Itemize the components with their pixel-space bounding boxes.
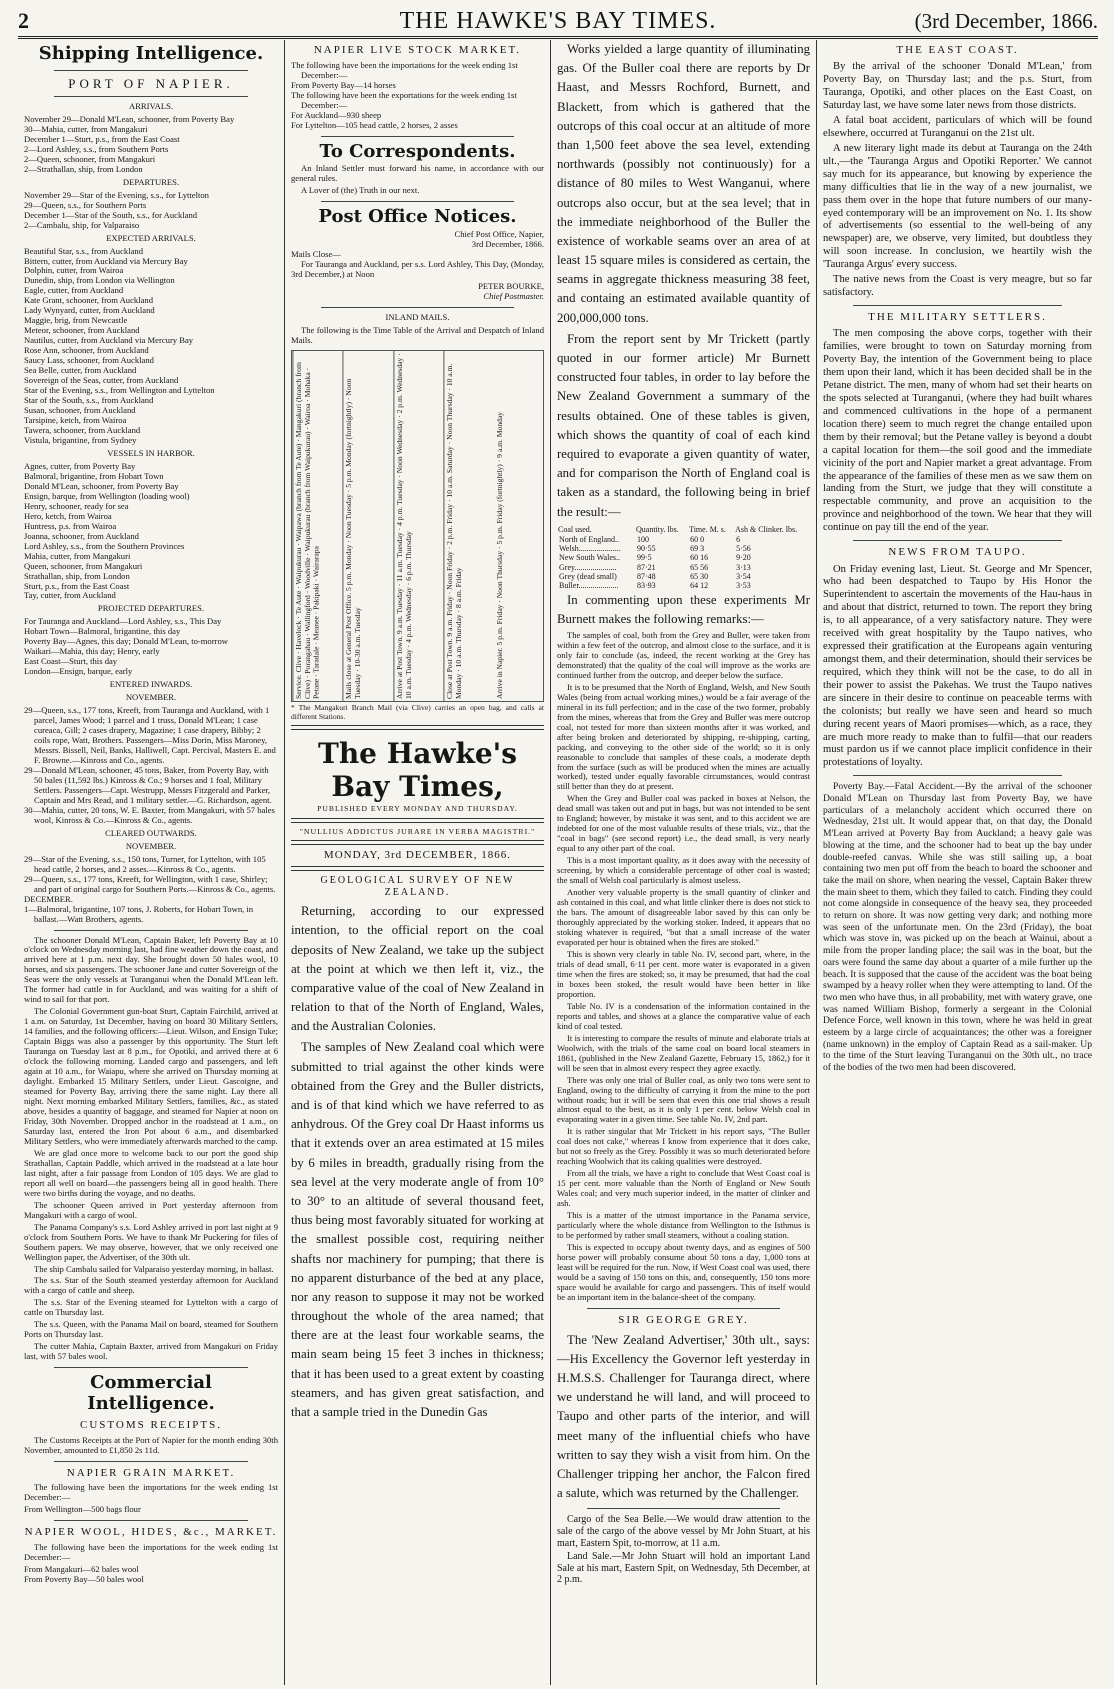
east-coast-heading: THE EAST COAST.: [896, 44, 1019, 56]
list-item: This is expected to occupy about twenty days, and as engines of 500 horse power will probably consume about 50 tons a day, 1,000 tons at least will be required for the run. Now, if West Coast coal was used, there would be a saving of 150 tons on this, and, consequently, 150 tons more space would be available for cargo and passengers. This of itself would be an important item in the balance-sheet of the company.: [557, 1242, 810, 1302]
list-item: The s.s. Star of the South steamed yesterday afternoon for Auckland with a cargo of cattle and sheep.: [24, 1275, 278, 1296]
column-geology: [550, 40, 816, 1685]
taupo-para: On Friday evening last, Lieut. St. George and Mr Spencer, who had been despatched to Taupo by His Honor the Superintendent to ascertain the movements of the Hau-haus in and about that district, returned to town. The report they bring is, to all appearance, of a very satisfactory nature. They were received with great hospitality by the Taupo natives, who expressed their gratification at the Europeans again venturing amongst them, and their determination, should their services be required, which they think will not be the case, to do all in their power to assist the Pakehas. We trust the Taupo natives are sincere in their desire to continue on peaceable terms with the colonists; but really we have seen and heard so much during recent years of Maori promises—which, as a race, they are much more ready to make than to fulfil—that our readers must pardon us if we cannot place implicit confidence in their protestations of loyalty.: [823, 563, 1092, 769]
list-item: Waikari—Mahia, this day; Henry, early: [24, 646, 160, 657]
grey-heading: SIR GEORGE GREY.: [618, 1313, 749, 1326]
list-item: It is to be presumed that the North of England, Welsh, and New South Wales (being from actual working mines,) would be a fair average of the mineral in its full perfection; and in the case of the two former, probably from the mines, whereas that from the Grey and Buller was mere outcrop coal, not tested for more than sixteen months after it was worked, and after being broken and deteriorated by shipping, re-shipping, carting, packing, and conveying to the other side of the world; so it is only reasonable to conclude that samples of these coals, a moderate depth from the surface (such as will be produced when the mines are actually worked), tested under equally favorable circumstances, would contrast still better than they do at present.: [557, 681, 810, 792]
list-item: Mahia, cutter, from Mangakuri: [24, 550, 131, 561]
list-item: An Inland Settler must forward his name, in accordance with our general rules.: [291, 163, 544, 184]
mails-close: Mails Close—: [291, 249, 341, 260]
coal-table-header: Quantity. lbs.: [635, 524, 679, 534]
burnett-remarks: [557, 631, 810, 1303]
list-item: It is rather singular that Mr Trickett in his report says, "The Buller coal does not cake," whereas I know from experience that it does cake, but not so freely as the Grey. Possibly it was so much deteriorated before reaching Woolwich that its caking qualities were destroyed.: [557, 1126, 810, 1167]
after-table: In commenting upon these experiments Mr Burnett makes the following remarks:—: [557, 592, 810, 626]
list-item: 2—Queen, schooner, from Mangakuri: [24, 153, 156, 164]
entered-month: NOVEMBER.: [125, 692, 177, 703]
inland-mail-timetable: [291, 350, 544, 702]
wool-text: The following have been the importations for the week ending 1st December:—: [24, 1542, 278, 1563]
list-item: Tay, cutter, from Auckland: [24, 590, 116, 601]
column-notices: [284, 40, 550, 1685]
list-item: Joanna, schooner, from Auckland: [24, 530, 139, 541]
list-item: Huntress, p.s. from Wairoa: [24, 520, 117, 531]
dateline: MONDAY, 3rd DECEMBER, 1866.: [323, 849, 512, 862]
east-coast-article: [823, 61, 1092, 300]
inland-intro: The following is the Time Table of the Arrival and Despatch of Inland Mails.: [291, 324, 544, 345]
list-item: 2—Lord Ashley, s.s., from Southern Ports: [24, 143, 169, 154]
list-item: Queen, schooner, from Mangakuri: [24, 560, 143, 571]
table-cell: 6: [736, 534, 741, 544]
cleared-list: [24, 855, 278, 925]
table-cell: 65 56: [690, 562, 709, 572]
table-cell: 69 3: [690, 544, 705, 554]
table-cell: 99·5: [636, 553, 652, 563]
list-item: Returning, according to our expressed intention, to the official report on the coal deposits of New Zealand, we take up the subject at the point at which we then left it, viz., the comparative value of the coal of New Zealand in relation to that of the North of England, Wales, and the Australian Colonies.: [291, 904, 544, 1034]
geology-article: [291, 902, 544, 1422]
port-heading: PORT OF NAPIER.: [68, 75, 234, 91]
list-item: Table No. IV is a condensation of the information contained in the reports and tables, and shows at a glance the comparative value of each kind of coal tested.: [557, 1000, 810, 1031]
list-item: Eagle, cutter, from Auckland: [24, 285, 124, 296]
table-cell: 87·21: [636, 562, 656, 572]
issue-date: (3rd December, 1866.: [914, 9, 1098, 33]
expected-list: [24, 247, 278, 446]
list-item: 2—Cambalu, ship, for Valparaiso: [24, 219, 140, 230]
table-row: [557, 535, 810, 544]
customs-heading: CUSTOMS RECEIPTS.: [80, 1418, 222, 1431]
page-number: 2: [18, 8, 29, 33]
table-cell: 83·93: [636, 581, 656, 591]
list-item: When the Grey and Buller coal was packed in boxes at Nelson, the dead small was taken out and put in bags, but was not intended to be sent to England; however, by mistake it was sent, and to this accident we are indebted for one of the most valuable results of these trials, viz., that the "coal in bags" (see second report) i.e., the dead small, is very nearly equal to any other part of the coal.: [557, 793, 810, 854]
wool-heading: NAPIER WOOL, HIDES, &c., MARKET.: [24, 1526, 278, 1539]
publication-days: PUBLISHED EVERY MONDAY AND THURSDAY.: [317, 804, 518, 814]
list-item: For Lyttelton—105 head cattle, 2 horses, 2 asses: [291, 119, 458, 130]
timetable-column: Arrive in Napier. 5 p.m. Friday · Noon Thursday · 5 p.m. Friday (fortnightly) · 9 a.m. Monday: [494, 411, 504, 699]
cleared-month: NOVEMBER.: [125, 840, 177, 851]
coal-table-header: Ash & Clinker. lbs.: [735, 524, 798, 534]
list-item: For Auckland—930 sheep: [291, 109, 382, 120]
table-row: [557, 581, 810, 590]
arrivals-list: [24, 115, 278, 175]
wool-lines: [24, 1565, 278, 1585]
list-item: There was only one trial of Buller coal, as only two tons were sent to England, owing to the difficulty of carrying it from the mine to the port without roads; but it will be seen that even this one trial shows a result almost equal to the best, as it is only 1 per cent. below Welsh coal in evaporating water in a given time. See table No. IV, 2nd part.: [557, 1074, 810, 1125]
list-item: Agnes, cutter, from Poverty Bay: [24, 460, 136, 471]
arrivals-heading: ARRIVALS.: [128, 100, 173, 111]
table-cell: 90·55: [636, 544, 656, 554]
coal-table-header: Time. M. s.: [689, 524, 726, 534]
list-item: It is interesting to compare the results of minute and elaborate trials at Woolwich, with the trials of the same coal on board local steamers in 1861, (published in the New Zealand Gazette, February 15, 1862,) for it will be seen that in almost every respect they agree exactly.: [557, 1032, 810, 1073]
table-cell: 3·54: [736, 572, 751, 582]
list-item: From Mangakuri—62 bales wool: [24, 1564, 139, 1575]
list-item: The following have been the exportations for the week ending 1st December:—: [291, 89, 517, 110]
list-item: Tawera, schooner, from Auckland: [24, 424, 141, 435]
list-item: DECEMBER.: [24, 893, 73, 904]
table-cell: 65 30: [690, 572, 709, 582]
list-item: Dolphin, cutter, from Wairoa: [24, 265, 124, 276]
timetable-column: Close at Post Town. 9 a.m. Friday · Noon Friday · 2 p.m. Friday · 10 a.m. Saturday · Noon Thursday · 10 a.m. Monday · 10 a.m. Thursday · 8 a.m. Friday: [443, 351, 493, 701]
table-cell: 3·53: [736, 581, 751, 591]
columns: [18, 40, 1098, 1685]
motto: "NULLIUS ADDICTUS JURARE IN VERBA MAGISTRI.": [299, 827, 536, 837]
list-item: 29—Star of the Evening, s.s., 150 tons, Turner, for Lyttelton, with 105 head cattle, 2 horses, and 2 asses.—Kinross & Co., agents.: [24, 853, 266, 874]
table-cell: Buller....................: [559, 581, 619, 591]
list-item: Kate Grant, schooner, from Auckland: [24, 295, 153, 306]
list-item: 29—Donald M'Lean, schooner, 45 tons, Baker, from Poverty Bay, with 50 bales (11,592 lbs.) Kinross & Co.; 9 horses and 1 foal, Military Settlers. Passengers—Capt. Westrupp, Messrs Fitzgerald and Parker, Captain and Mrs Read, and 1 military settler.—G. Richardson, agent.: [24, 764, 272, 805]
list-item: Hobart Town—Balmoral, brigantine, this day: [24, 626, 181, 637]
list-item: From Poverty Bay—50 bales wool: [24, 1573, 144, 1584]
harbor-heading: VESSELS IN HARBOR.: [107, 447, 195, 458]
table-cell: 64 12: [690, 581, 709, 591]
table-cell: New South Wales..: [559, 553, 620, 563]
list-item: Donald M'Lean, schooner, from Poverty Bay: [24, 480, 179, 491]
list-item: Strathallan, ship, from London: [24, 570, 130, 581]
land-para: Land Sale.—Mr John Stuart will hold an important Land Sale at his mart, Eastern Spit, on Wednesday, 5th December, at 2 p.m.: [557, 1551, 810, 1586]
mail-note: * The Mangakuri Branch Mail (via Clive) carries an open bag, and calls at different Stations.: [291, 702, 544, 721]
cleared-heading: CLEARED OUTWARDS.: [105, 827, 197, 838]
correspondents-title: To Correspondents.: [319, 140, 516, 162]
list-item: November 29—Donald M'Lean, schooner, from Poverty Bay: [24, 113, 235, 124]
list-item: Ensign, barque, from Wellington (loading wool): [24, 490, 190, 501]
grain-heading: NAPIER GRAIN MARKET.: [66, 1466, 236, 1479]
list-item: 30—Mahia, cutter, from Mangakuri: [24, 123, 148, 134]
list-item: By the arrival of the schooner 'Donald M'Lean,' from Poverty Bay, on Thursday last; and the p.s. Sturt, from Tauranga, Opotiki, and other places on the East Coast, on Saturday last, we have some later news from those districts.: [823, 61, 1092, 112]
list-item: Star of the South, s.s., from Auckland: [24, 395, 154, 406]
grey-para: The 'New Zealand Advertiser,' 30th ult., says:—His Excellency the Governor left yesterday in H.M.S.S. Challenger for Tauranga direct, where we understand he will land, and will proceed to Taupo and other parts of the interior, and will meet many of the influential chiefs who have written to say they wish a visit from him. On the Challenger tripping her anchor, the Falcon fired a salute, which was returned by the Challenger.: [557, 1332, 810, 1501]
list-item: Lord Ashley, s.s., from the Southern Provinces: [24, 540, 185, 551]
list-item: Sea Belle, cutter, from Auckland: [24, 365, 137, 376]
list-item: From Poverty Bay—14 horses: [291, 79, 396, 90]
list-item: 30—Mahia, cutter, 20 tons, W. E. Baxter, from Mangakuri, with 57 bales wool, Kinross & Co.—Kinross & Co., agents.: [24, 804, 275, 825]
list-item: Works yielded a large quantity of illuminating gas. Of the Buller coal there are reports by Dr Haast, and Messrs Rochford, Burnett, and Blackett, from which is gathered that the outcrops of this coal occur at an altitude of more than 1,500 feet above the sea level, extending northwards (possibly not continuously) for a distance of 80 miles to West Wanganui, where outcrops also occur, but at the sea level; that in the immediate neighborhood of the Buller the existence of workable seams over an area of at least 15 square miles is considered as certain, the seams in aggregate thickness measuring 38 feet, and containg an estimated available quantity of 200,000,000 tons.: [557, 42, 810, 325]
list-item: The Panama Company's s.s. Lord Ashley arrived in port last night at 9 o'clock from Southern Ports. We have to thank Mr Puckering for files of Southern papers. We may observe, however, that we only received one Wellington paper, the Advertiser, of the 30th ult.: [24, 1221, 278, 1262]
post-office-name: Chief Post Office, Napier,: [454, 229, 544, 240]
post-office-title: Post Office Notices.: [318, 206, 517, 228]
cargo-para: Cargo of the Sea Belle.—We would draw attention to the sale of the cargo of the above vessel by Mr John Stuart, at his mart, Eastern Spit, to-morrow, at 11 a.m.: [557, 1514, 810, 1549]
table-cell: North of England..: [559, 534, 619, 544]
list-item: 2—Strathallan, ship, from London: [24, 163, 143, 174]
list-item: The following have been the importations for the week ending 1st December:—: [291, 59, 518, 80]
accident-para: Poverty Bay.—Fatal Accident.—By the arrival of the schooner Donald M'Lean on Thursday last from Poverty Bay, we have particulars of a melancholy accident which occurred there on Wednesday, 21st ult. It would appear that, on that day, the Donald M'Lean arrived at Poverty Bay from Auckland; a heavy gale was blowing at the time, and the schooner had to beat up the bay under double-reefed canvas. While she was still sailing up, a boat containing two men put off from the beach to board the schooner and take the mail on shore, when nearing the vessel, Captain Baker threw the main sheet to them, which they failed to catch. Finding they could not come alongside in consequence of the heavy sea, they proceeded to return on shore. It was now getting very dark; and nothing more was seen of the unfortunate men. On the 23rd (Friday), the boat which was stove in, was picked up on the beach at Wainui, about a mile from the proper landing place; the sail was in the boat, but the oars were found the same day about a quarter of a mile further up the beach. It is supposed that the cause of the accident was the boat being swamped by a heavy roller when they were attempting to land. Of the two men who have thus, in all probability, met with watery grave, one was named William Bishop, formerly a sergeant in the Colonial Defence Force, well known in this town, where he was held in great esteem by a large circle of acquaintances; the other was a foreigner (name unknown) in the employ of Captain Read as a sail-maker. Up to the time of the Sturt leaving Turanganui on the 30th ult., no trace of the bodies of the two men had been discovered.: [823, 781, 1092, 1074]
table-cell: 9·20: [736, 553, 751, 563]
table-cell: 87·48: [636, 572, 656, 582]
list-item: Lady Wynyard, cutter, from Auckland: [24, 305, 155, 316]
list-item: Sturt, p.s., from the East Coast: [24, 580, 130, 591]
list-item: Beautiful Star, s.s., from Auckland: [24, 245, 143, 256]
expected-heading: EXPECTED ARRIVALS.: [106, 232, 196, 243]
list-item: From all the trials, we have a right to conclude that West Coast coal is 15 per cent. more valuable than the North of England or New South Wales coal; and very much superior indeed, in the matter of clinker and ash.: [557, 1168, 810, 1209]
column-shipping: [18, 40, 284, 1685]
entered-list: [24, 706, 278, 826]
table-cell: Grey.....................: [559, 562, 617, 572]
coal-table-header: Coal used.: [558, 524, 592, 534]
departures-list: [24, 191, 278, 231]
geology-heading: GEOLOGICAL SURVEY OF NEW ZEALAND.: [320, 874, 515, 898]
list-item: The samples of New Zealand coal which were submitted to trial against the other kinds were obtained from the Grey and the Buller districts, and is of that kind which we have referred to as anhydrous. Of the Grey coal Dr Haast informs us that it extends over an area estimated at 15 miles by 6 miles in breadth, gradually rising from the sea level at the very moderate angle of from 10° to 30° to an altitude of several thousand feet, thus being most favorably situated for working at the smallest possible cost, requiring neither shafts nor machinery for pumping; that there is no apparent disturbance of the bed at any place, nor any reason to suppose it may not be worked throughout the whole of the area named; that there are at the least four workable seams, the main seam being 15 feet 3 inches in thickness; that it has been used to a great extent by coasting steamers, and has given great satisfaction, and that a sample tried in the Dunedin Gas: [291, 1040, 544, 1420]
table-cell: 100: [636, 534, 649, 544]
taupo-heading: NEWS FROM TAUPO.: [888, 546, 1027, 559]
shipping-title: Shipping Intelligence.: [38, 43, 264, 64]
military-heading: THE MILITARY SETTLERS.: [868, 311, 1047, 323]
list-item: A Lover of (the) Truth in our next.: [301, 185, 420, 196]
departures-heading: DEPARTURES.: [122, 176, 180, 187]
list-item: Henry, schooner, ready for sea: [24, 500, 129, 511]
signature-name: PETER BOURKE,: [478, 281, 544, 292]
list-item: December 1—Sturt, p.s., from the East Coast: [24, 133, 180, 144]
list-item: Bittern, cutter, from Auckland via Mercury Bay: [24, 255, 188, 266]
list-item: Vistula, brigantine, from Sydney: [24, 434, 137, 445]
list-item: November 29—Star of the Evening, s.s., for Lyttelton: [24, 189, 209, 200]
correspondents-lines: [291, 164, 544, 196]
harbor-list: [24, 462, 278, 602]
list-item: For Tauranga and Auckland—Lord Ashley, s.s., This Day: [24, 616, 222, 627]
paper-title: The Hawke's Bay Times,: [317, 737, 517, 803]
mails-text: For Tauranga and Auckland, per s.s. Lord Ashley, This Day, (Monday, 3rd December,) at Noon: [291, 259, 544, 280]
list-item: 29—Queen, s.s., 177 tons, Kreeft, for Wellington, with 1 case, Shirley; and part of original cargo for Southern Ports.—Kinross & Co., agents.: [24, 873, 276, 894]
table-row: [557, 572, 810, 581]
inland-heading: INLAND MAILS.: [385, 311, 450, 322]
list-item: A new literary light made its debut at Tauranga on the 24th ult.,—the 'Tauranga Argus and Opotiki Reporter.' We cannot say much for its appearance, but knowing by experience the many difficulties that lie in the way of a new journalist, we pass them over in the hope that future numbers of our many-eyed contemporary will be an improvement on No. 1. Its show of advertisements (so essential to the well-being of any newspaper) are, we observe, very limited, but doubtless they will soon increase. In conclusion, we heartily wish the 'Tauranga Argus' every success.: [823, 142, 1092, 271]
list-item: This is shown very clearly in table No. IV, second part, where, in the trials of dead small, 6·11 per cent. more water is evaporated in a given time when the fires are stoked; so, it may be presumed, that had the coal in boxes been stoked, the result would have been better in like proportion.: [557, 948, 810, 999]
list-item: 29—Queen, s.s., for Southern Ports: [24, 199, 147, 210]
list-item: East Coast—Sturt, this day: [24, 656, 118, 667]
list-item: This is a most important quality, as it does away with the necessity of screening, by which a considerable percentage of other coal is wasted; the small of Welsh coal particularly is almost useless.: [557, 855, 810, 886]
table-cell: Grey (dead small): [559, 572, 617, 582]
table-cell: 60 0: [690, 534, 705, 544]
list-item: Meteor, schooner, from Auckland: [24, 325, 140, 336]
list-item: 29—Queen, s.s., 177 tons, Kreeft, from Tauranga and Auckland, with 1 parcel, James Wood; 1 parcel and 1 truss, Donald M'Lean; 1 case cureaca, Gill; 2 cases drapery, Magazine; 1 case drapery, Bibby; 2 coils rope, Watt, Brothers. Passengers—Miss Dorin, Miss Maroney, Messrs. Bissell, Neil, Banks, Halliwell, Capt. Percival, Masters E. and F. Browne.—Kinross and Co., agents.: [24, 705, 276, 766]
list-item: Another very valuable property is the small quantity of clinker and ash contained in this coal, and what little clinker there is does not stick to the bars. The amount of disagreeable labor saved by this can only be thoroughly appreciated by the working stoker. Indeed, it appears that no stoking whatever is required, "but that a small increase of the water evaporated per hour is obtained when the fires are stoked.": [557, 887, 810, 947]
list-item: Balmoral, brigantine, from Hobart Town: [24, 470, 164, 481]
commercial-title: Commercial Intelligence.: [87, 1372, 215, 1415]
column-news: [816, 40, 1098, 1685]
shipping-news: [24, 936, 278, 1363]
grain-line: From Wellington—500 bags flour: [24, 1504, 141, 1515]
list-item: Dunedin, ship, from London via Wellington: [24, 275, 175, 286]
list-item: The schooner Queen arrived in Port yesterday afternoon from Mangakuri with a cargo of wool.: [24, 1199, 278, 1220]
list-item: The samples of coal, both from the Grey and Buller, were taken from within a few feet of the outcrop, and almost close to the surface, and it is only fair to conclude (as, indeed, the recent working at the Grey has demonstrated) that the quality of the coal will improve as the works are continued further from the outcrop, and deeper below the surface.: [557, 629, 810, 680]
list-item: We are glad once more to welcome back to our port the good ship Strathallan, Captain Paddle, which arrived in the roadstead at a late hour last night, after a fair passage from London of 105 days. We are glad to report all well on board—the passengers being all in good health. There were two births during the voyage, and no deaths.: [24, 1147, 278, 1198]
list-item: The s.s. Queen, with the Panama Mail on board, steamed for Southern Ports on Thursday last.: [24, 1319, 278, 1340]
grain-text: The following have been the importations for the week ending 1st December:—: [24, 1482, 278, 1503]
list-item: Maggie, brig, from Newcastle: [24, 315, 128, 326]
livestock-heading: NAPIER LIVE STOCK MARKET.: [313, 44, 522, 56]
list-item: Saucy Lass, schooner, from Auckland: [24, 355, 154, 366]
list-item: Star of the Evening, s.s., from Wellington and Lyttelton: [24, 385, 215, 396]
military-para: The men composing the above corps, together with their families, were brought to town on Saturday morning from Poverty Bay, the intention of the Government being to place them upon their land, which it has been decided shall be in the Petane district. The men, many of whom had set their hearts on the spots selected at Turanganui, (where they had built whares and commenced cultivations in the hope of a permanent location there) seem to much regret the change entailed upon them by their removal; but the Petane valley is beyond a doubt a capital location for them—the soil good and the immediate vicinity of the port and Napier market a great advantage. From the appearance of the families of these men as we saw them on landing from the Sturt, we judge that they will constitute a respectable community, and prove an acquisition to the province and neighborhood of the town. We hear that they will continue on pay till the end of the year.: [823, 328, 1092, 534]
list-item: Tarsipine, ketch, from Wairoa: [24, 415, 127, 426]
table-row: [557, 563, 810, 572]
list-item: Nautilus, cutter, from Auckland via Mercury Bay: [24, 335, 194, 346]
list-item: The cutter Mahia, Captain Baxter, arrived from Mangakuri on Friday last, with 57 bales wool.: [24, 1341, 278, 1362]
list-item: 1—Balmoral, brigantine, 107 tons, J. Roberts, for Hobart Town, in ballast.—Watt Brothers, agents.: [24, 903, 254, 924]
post-office-date: 3rd December, 1866.: [471, 239, 544, 250]
list-item: London—Ensign, barque, early: [24, 666, 133, 677]
list-item: The Colonial Government gun-boat Sturt, Captain Fairchild, arrived at 1 a.m. on Saturday, 1st December, having on board 30 Military Settlers, 14 families, and the following officers:—Lieut. Wilson, and Ensign Tuke; Captain Biggs was also a passenger by this opportunity. The Sturt left Tauranga on Tuesday last at 8 p.m., for Opotiki, and arrived there at 6 o'clock the following morning. Landed cargo and passengers, and left again at 10 a.m., for Waiapu, where she arrived on Thursday morning at daylight. Embarked 15 Military Settlers, under Lieut. Gascoigne, and steamed for Poverty Bay, arriving there the same night. Lay there all night. Next morning embarked Military Settlers, families, &c., as stated above, besides a quantity of baggage, and steamed for Napier at noon on Friday, 30th November. Dropped anchor in the roadstead at 1 a.m., on Saturday last, entered the Iron Pot about 6 a.m., and disembarked Military Settlers, who were immediately afterwards marched to the camp.: [24, 1006, 278, 1146]
list-item: Rose Ann, schooner, from Auckland: [24, 345, 149, 356]
list-item: Susan, schooner, from Auckland: [24, 405, 136, 416]
geology-continued: [557, 40, 810, 522]
newspaper-title: THE HAWKE'S BAY TIMES.: [399, 8, 717, 34]
list-item: From the report sent by Mr Trickett (partly quoted in our former article) Mr Burnett constructed four tables, in order to lay before the New Zealand Government a summary of the results obtained. One of these tables is given, which shows the quantity of coal of each kind required to evaporate a given quantity of water, and for comparison the North of England coal is taken as a standard, the following being in brief the result:—: [557, 331, 810, 519]
list-item: Poverty Bay—Agnes, this day; Donald M'Lean, to-morrow: [24, 636, 228, 647]
table-row: [557, 553, 810, 562]
coal-table: [557, 524, 810, 591]
customs-text: The Customs Receipts at the Port of Napier for the month ending 30th November, amounted to £1,850 2s 11d.: [24, 1434, 278, 1455]
projected-heading: PROJECTED DEPARTURES.: [97, 603, 205, 614]
table-cell: Welsh.....................: [559, 544, 621, 554]
list-item: The native news from the Coast is very meagre, but so far satisfactory.: [823, 274, 1092, 299]
list-item: Sovereign of the Seas, cutter, from Auckland: [24, 375, 179, 386]
table-row: [557, 544, 810, 553]
livestock-lines: [291, 61, 544, 131]
list-item: The schooner Donald M'Lean, Captain Baker, left Poverty Bay at 10 o'clock on Wednesday morning last, had fine weather down the coast, and arrived here at 1 p.m. next day. She brought down 50 bales wool, 10 horses, and six passengers. The schooner Jane and cutter Sovereign of the Seas were the only vessels at Turanganui when the Donald M'Lean left. The former had cattle in for Auckland, and was waiting for a shift of wind to sail for that port.: [24, 934, 278, 1005]
list-item: December 1—Star of the South, s.s., for Auckland: [24, 209, 198, 220]
list-item: A fatal boat accident, particulars of which will be found elsewhere, occurred at Turanganui on the 21st ult.: [823, 115, 1092, 140]
table-cell: 3·13: [736, 562, 751, 572]
timetable-column: Mails close at General Post Office. 5 p.m. Monday · Noon Tuesday · 5 p.m. Monday (fortnightly) · Noon Tuesday · 10-30 a.m. Tuesday: [342, 351, 392, 701]
list-item: Hero, ketch, from Wairoa: [24, 510, 112, 521]
list-item: The s.s. Star of the Evening steamed for Lyttelton with a cargo of cattle on Thursday last.: [24, 1297, 278, 1318]
table-cell: 5·56: [736, 544, 751, 554]
entered-heading: ENTERED INWARDS.: [109, 679, 193, 690]
timetable-column: Service. Clive · Havelock · Te Aute · Waipukurau · Waipawa (branch from Te Aute) · Mangakuri (branch from Clive) · Porangahau · Wallingford · Woodville · Waipukurau (branch from Waipukurau) · Wairoa · Mohaka · Petane · Taradale · Meanee · Pakipaki · Wairarapa: [292, 351, 342, 701]
masthead: [18, 6, 1098, 39]
timetable-column: Arrive at Post Town. 9 a.m. Tuesday · 11 a.m. Tuesday · 4 p.m. Tuesday · Noon Wednesday · 2 p.m. Wednesday · 10 a.m. Tuesday · 4 p.m. Wednesday · 6 p.m. Thursday: [393, 351, 443, 701]
list-item: This is a matter of the utmost importance in the Panama service, particularly where the whole distance from Wellington to the Isthmus is to be performed by rather small steamers, without a coaling station.: [557, 1210, 810, 1241]
table-cell: 60 16: [690, 553, 709, 563]
signature-title: Chief Postmaster.: [483, 291, 544, 301]
list-item: The ship Cambalu sailed for Valparaiso yesterday morning, in ballast.: [34, 1263, 274, 1274]
projected-list: [24, 617, 278, 677]
